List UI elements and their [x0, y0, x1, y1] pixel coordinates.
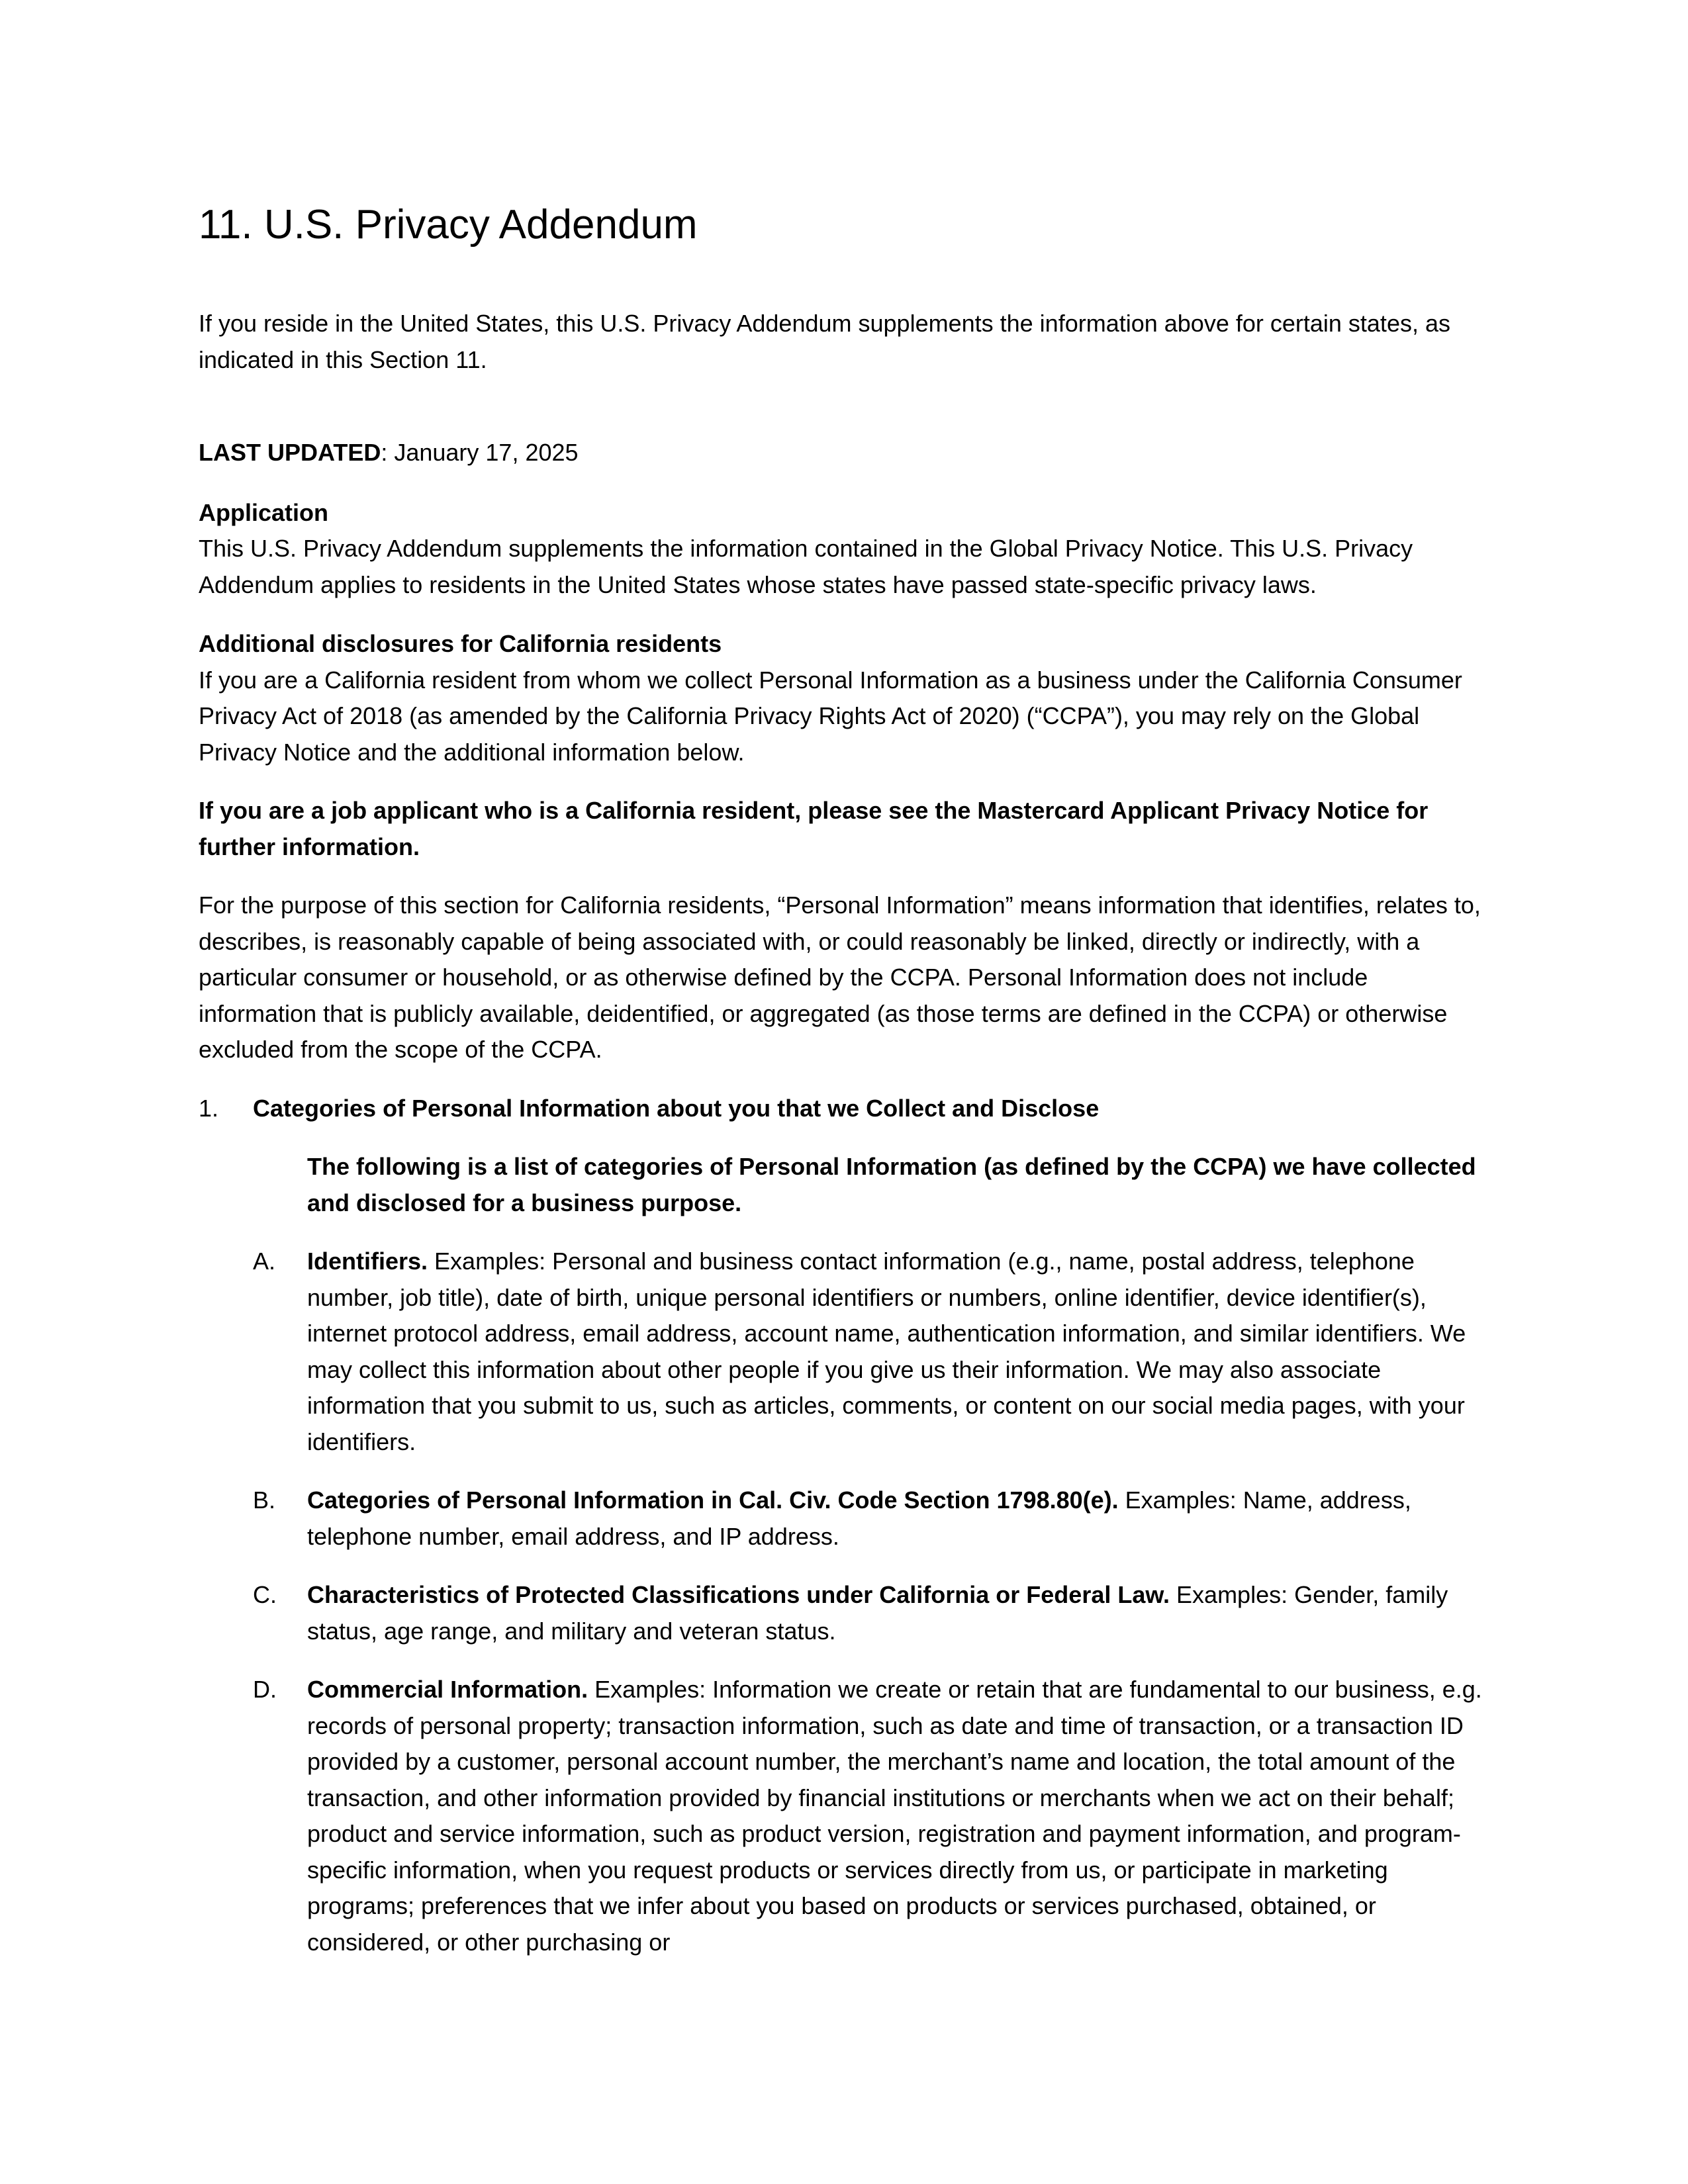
- job-applicant-note: If you are a job applicant who is a California resident, please see the Mastercard Applicant Privacy Notice for further information.: [199, 797, 1429, 860]
- california-paragraph: If you are a California resident from whom we collect Personal Information as a business under the California Consumer Privacy Act of 2018 (as amended by the California Privacy Rights Act of 2020) (“CCPA”), you may rely on the Global Privacy Notice and the additional information below.: [199, 666, 1462, 766]
- category-letter: B.: [253, 1486, 276, 1514]
- categories-list-intro: The following is a list of categories of Personal Information (as defined by the CCPA) we have collected and disclosed for a business purpose.: [307, 1153, 1476, 1216]
- last-updated-line: [199, 435, 1489, 471]
- category-title: Categories of Personal Information in Cal. Civ. Code Section 1798.80(e).: [307, 1486, 1119, 1514]
- california-heading: Additional disclosures for California residents: [199, 630, 722, 657]
- last-updated-label: LAST UPDATED: [199, 439, 381, 466]
- section-1-number: 1.: [199, 1094, 219, 1122]
- page-title: 11. U.S. Privacy Addendum: [199, 202, 698, 248]
- category-text: Examples: Personal and business contact information (e.g., name, postal address, telephone number, job title), date of birth, unique personal identifiers or numbers, online identifier, device identifier(s), internet protocol address, email address, account name, authentication information, and similar identifiers. We may collect this information about other people if you give us their information. We may also associate information that you submit to us, such as articles, comments, or content on our social media pages, with your identifiers.: [307, 1248, 1466, 1455]
- category-text: Examples: Information we create or retain that are fundamental to our business, e.g. records of personal property; transaction information, such as date and time of transaction, or a transaction ID provided by a customer, personal account number, the merchant’s name and location, the total amount of the transaction, and other information provided by financial institutions or merchants when we act on their behalf; product and service information, such as product version, registration and payment information, and program-specific information, when you request products or services directly from us, or participate in marketing programs; preferences that we infer about you based on products or services purchased, obtained, or considered, or other purchasing or: [307, 1676, 1482, 1956]
- last-updated-value: : January 17, 2025: [381, 439, 579, 466]
- category-body: [307, 1577, 1489, 1649]
- intro-paragraph: If you reside in the United States, this U.S. Privacy Addendum supplements the information above for certain states, as indicated in this Section 11.: [199, 310, 1450, 373]
- category-item-c: [199, 1577, 1489, 1649]
- category-letter: A.: [253, 1248, 276, 1275]
- category-item-d: [199, 1672, 1489, 1960]
- category-item-b: [199, 1482, 1489, 1555]
- category-title: Characteristics of Protected Classifications under California or Federal Law.: [307, 1581, 1170, 1608]
- section-1-heading: [199, 1091, 1489, 1127]
- application-paragraph: This U.S. Privacy Addendum supplements the information contained in the Global Privacy Notice. This U.S. Privacy Addendum applies to residents in the United States whose states have passed state-specific privacy laws.: [199, 535, 1413, 598]
- category-letter: D.: [253, 1676, 277, 1703]
- document-content: [199, 199, 1489, 1960]
- category-title: Commercial Information.: [307, 1676, 588, 1703]
- category-body: [307, 1672, 1489, 1960]
- category-item-a: [199, 1244, 1489, 1460]
- personal-information-definition: For the purpose of this section for California residents, “Personal Information” means information that identifies, relates to, describes, is reasonably capable of being associated with, or could reasonably be linked, directly or indirectly, with a particular consumer or household, or as otherwise defined by the CCPA. Personal Information does not include information that is publicly available, deidentified, or aggregated (as those terms are defined in the CCPA) or otherwise excluded from the scope of the CCPA.: [199, 891, 1481, 1063]
- category-body: [307, 1482, 1489, 1555]
- section-1-title: Categories of Personal Information about you that we Collect and Disclose: [253, 1094, 1100, 1122]
- category-title: Identifiers.: [307, 1248, 428, 1275]
- category-text: Examples: Name, address, telephone number, email address, and IP address.: [307, 1486, 1411, 1550]
- category-text: Examples: Gender, family status, age range, and military and veteran status.: [307, 1581, 1448, 1645]
- application-heading: Application: [199, 498, 328, 526]
- category-body: [307, 1244, 1489, 1460]
- category-letter: C.: [253, 1581, 277, 1608]
